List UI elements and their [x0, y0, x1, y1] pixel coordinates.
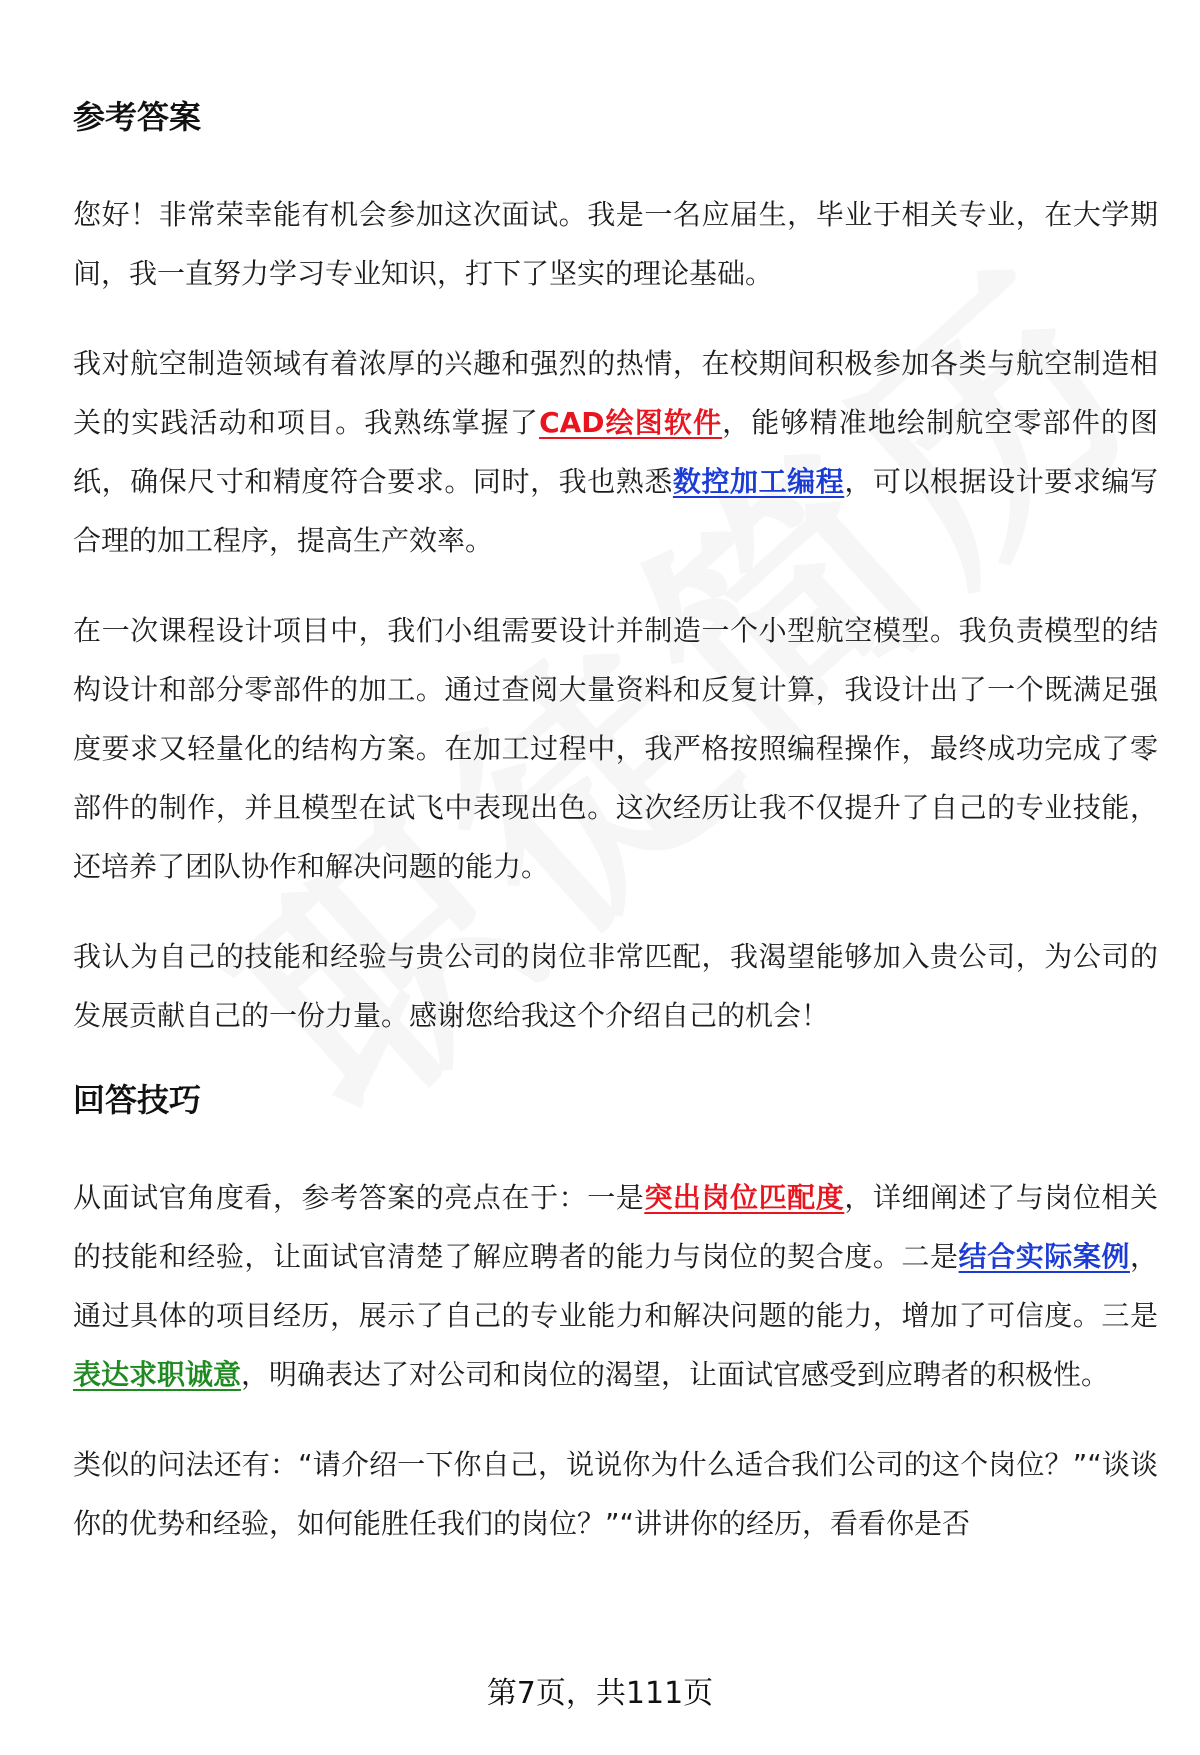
answer-paragraph-4: 我认为自己的技能和经验与贵公司的岗位非常匹配，我渴望能够加入贵公司，为公司的发展贡献自己的一份力量。感谢您给我这个介绍自己的机会！ — [73, 939, 1158, 1032]
tips-paragraph-2: 类似的问法还有：“请介绍一下你自己，说说你为什么适合我们公司的这个岗位？”“谈谈你的优势和经验，如何能胜任我们的岗位？”“讲讲你的经历，看看你是否 — [73, 1447, 1158, 1540]
tips-p1-text-a: 从面试官角度看，参考答案的亮点在于：一是 — [73, 1180, 645, 1214]
answer-p2-text-a: 我对航空制造领域有着浓厚的兴趣和强烈的热情，在校期间积极参加各类与航空制造相关的实践活动和项目。我熟练掌握了 — [73, 346, 1158, 439]
answer-p2-text-c: ，可以根据设计要求编写合理的加工程序，提高生产效率。 — [73, 464, 1158, 557]
section-title-answer: 参考答案 — [73, 98, 202, 136]
tips-p1-text-c: ，通过具体的项目经历，展示了自己的专业能力和解决问题的能力，增加了可信度。三是 — [73, 1239, 1158, 1332]
highlight-real-case: 结合实际案例 — [958, 1239, 1130, 1273]
tips-paragraph-1 — [73, 1168, 1158, 1404]
page-number: 第7页，共111页 — [486, 1676, 714, 1711]
answer-paragraph-1: 您好！非常荣幸能有机会参加这次面试。我是一名应届生，毕业于相关专业，在大学期间，我一直努力学习专业知识，打下了坚实的理论基础。 — [73, 197, 1158, 290]
answer-p2-text-b: ，能够精准地绘制航空零部件的图纸，确保尺寸和精度符合要求。同时，我也熟悉 — [73, 405, 1158, 498]
highlight-cad-software: CAD绘图软件 — [539, 405, 723, 439]
page-content — [73, 95, 1158, 1553]
highlight-job-match: 突出岗位匹配度 — [644, 1180, 845, 1214]
answer-paragraph-2 — [73, 334, 1158, 570]
tips-p1-text-d: ，明确表达了对公司和岗位的渴望，让面试官感受到应聘者的积极性。 — [241, 1357, 1110, 1391]
answer-paragraph-3: 在一次课程设计项目中，我们小组需要设计并制造一个小型航空模型。我负责模型的结构设计和部分零部件的加工。通过查阅大量资料和反复计算，我设计出了一个既满足强度要求又轻量化的结构方案。在加工过程中，我严格按照编程操作，最终成功完成了零部件的制作，并且模型在试飞中表现出色。这次经历让我不仅提升了自己的专业技能，还培养了团队协作和解决问题的能力。 — [73, 613, 1158, 883]
tips-p1-text-b: ，详细阐述了与岗位相关的技能和经验，让面试官清楚了解应聘者的能力与岗位的契合度。二是 — [73, 1180, 1158, 1273]
highlight-sincerity: 表达求职诚意 — [73, 1357, 242, 1391]
section-title-tips: 回答技巧 — [73, 1080, 202, 1119]
highlight-cnc-programming: 数控加工编程 — [672, 464, 845, 498]
